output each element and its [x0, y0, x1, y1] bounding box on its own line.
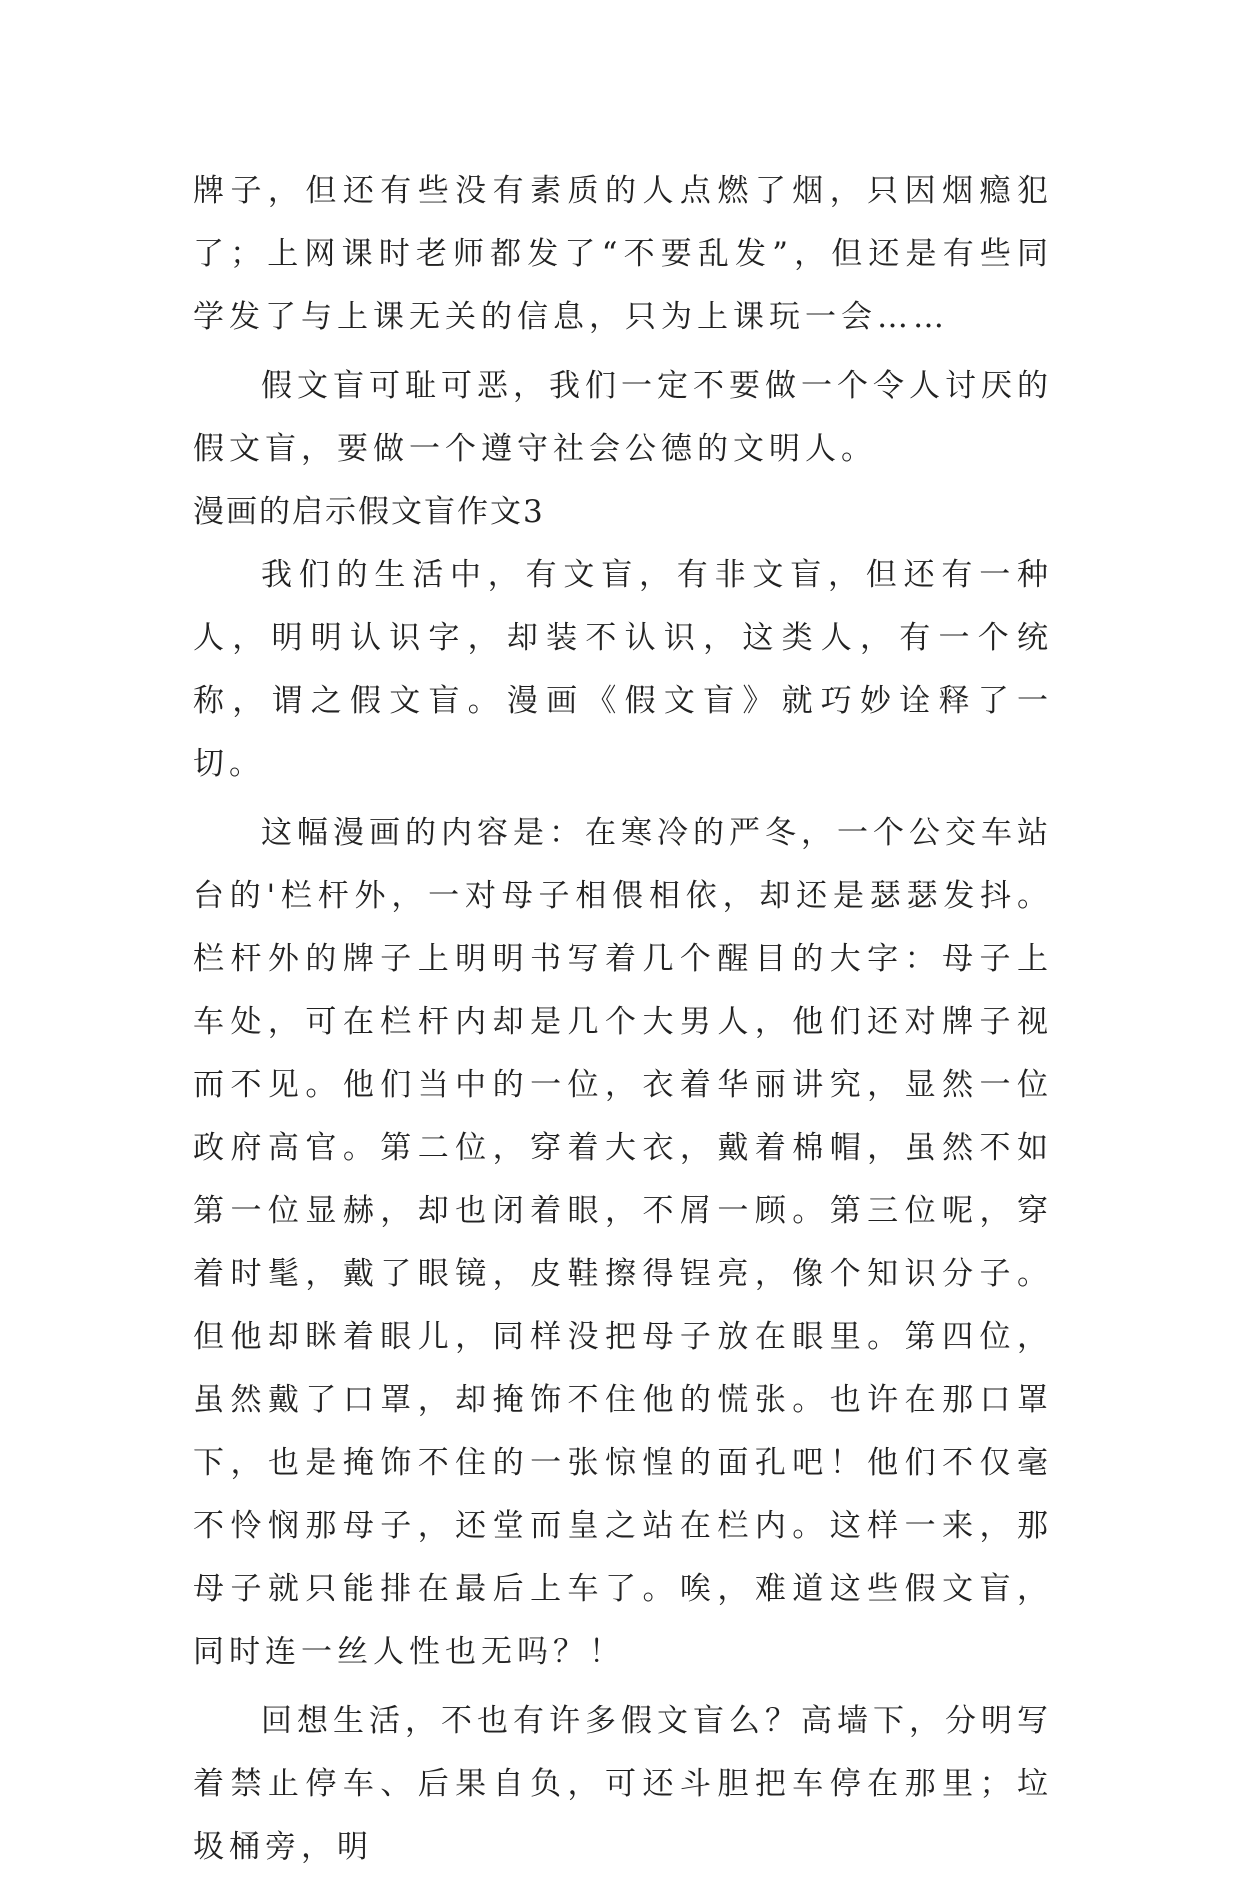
section-title: 漫画的启示假文盲作文3 — [193, 494, 545, 530]
paragraph-continuation: 牌子，但还有些没有素质的人点燃了烟，只因烟瘾犯了；上网课时老师都发了“不要乱发”，但还是有些同学发了与上课无关的信息，只为上课玩一会…… — [193, 173, 1053, 335]
paragraph-comic-description: 这幅漫画的内容是：在寒冷的严冬，一个公交车站台的'栏杆外，一对母子相偎相依，却还是瑟瑟发抖。栏杆外的牌子上明明书写着几个醒目的大字：母子上车处，可在栏杆内却是几个大男人，他们还对牌子视而不见。他们当中的一位，衣着华丽讲究，显然一位政府高官。第二位，穿着大衣，戴着棉帽，虽然不如第一位显赫，却也闭着眼，不屑一顾。第三位呢，穿着时髦，戴了眼镜，皮鞋擦得锃亮，像个知识分子。但他却眯着眼儿，同样没把母子放在眼里。第四位，虽然戴了口罩，却掩饰不住他的慌张。也许在那口罩下，也是掩饰不住的一张惊惶的面孔吧！他们不仅毫不怜悯那母子，还堂而皇之站在栏内。这样一来，那母子就只能排在最后上车了。唉，难道这些假文盲，同时连一丝人性也无吗？！ — [193, 815, 1053, 1670]
paragraph-conclusion: 假文盲可耻可恶，我们一定不要做一个令人讨厌的假文盲，要做一个遵守社会公德的文明人。 — [193, 368, 1053, 467]
paragraph-reflection: 回想生活，不也有许多假文盲么？高墙下，分明写着禁止停车、后果自负，可还斗胆把车停在那里；垃圾桶旁，明 — [193, 1703, 1053, 1865]
paragraph-intro: 我们的生活中，有文盲，有非文盲，但还有一种人，明明认识字，却装不认识，这类人，有一个统称，谓之假文盲。漫画《假文盲》就巧妙诠释了一切。 — [193, 557, 1053, 782]
document-page — [193, 160, 1053, 1879]
